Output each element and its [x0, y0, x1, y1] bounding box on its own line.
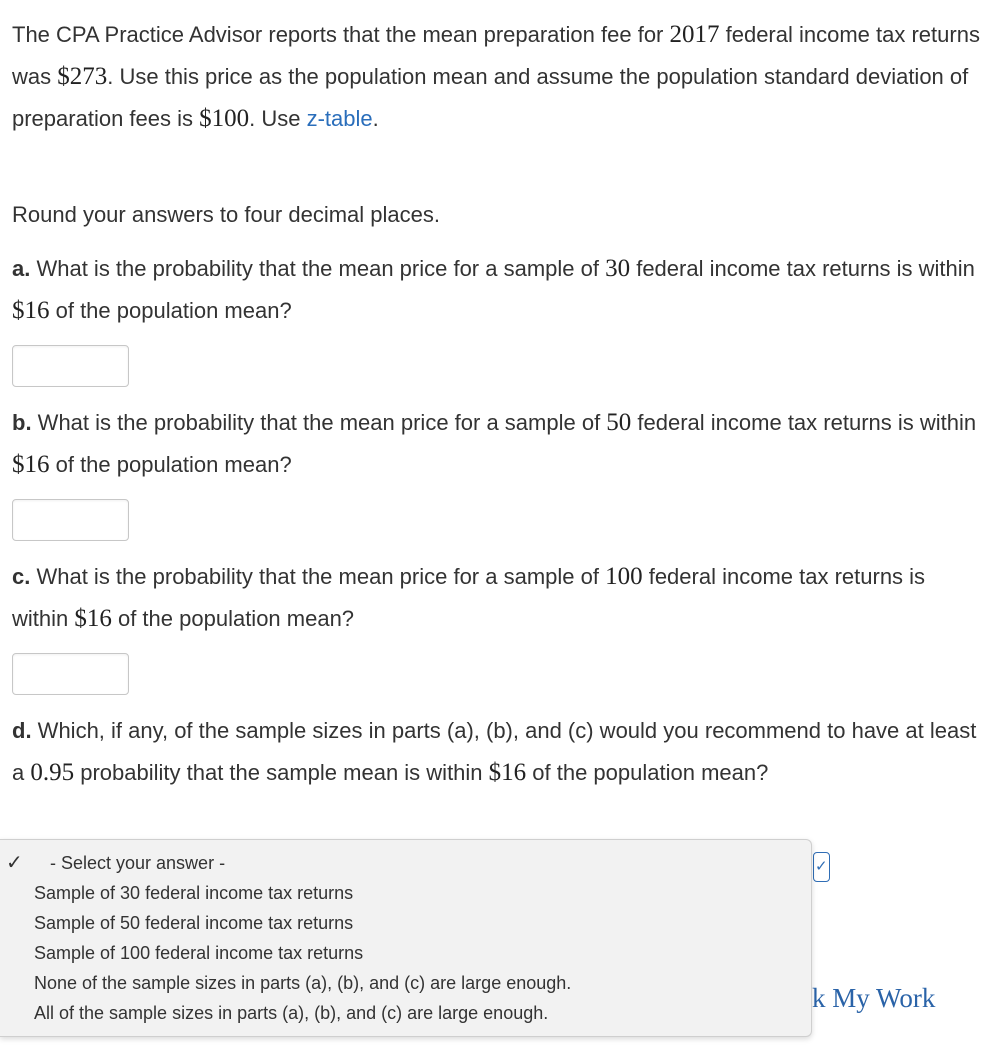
- part-c-text-3: of the population mean?: [111, 606, 355, 631]
- part-d-label: d.: [12, 718, 32, 743]
- part-d-text-2: probability that the sample mean is within: [74, 760, 489, 785]
- part-b-text-1: What is the probability that the mean price for a sample of: [31, 410, 607, 435]
- part-b-text-2: federal income tax returns is within: [631, 410, 977, 435]
- part-a-question: [12, 248, 984, 332]
- part-b-within: $16: [12, 451, 50, 478]
- intro-text-1: The CPA Practice Advisor reports that the mean preparation fee for: [12, 22, 670, 47]
- part-b-label: b.: [12, 410, 32, 435]
- part-a-text-1: What is the probability that the mean price for a sample of: [30, 256, 606, 281]
- part-c-question: [12, 556, 984, 640]
- part-a-text-3: of the population mean?: [49, 298, 292, 323]
- z-table-link[interactable]: z-table: [306, 106, 373, 131]
- round-note: Round your answers to four decimal places.: [12, 202, 440, 227]
- intro-text-4: . Use: [249, 106, 307, 131]
- dropdown-option-placeholder[interactable]: [6, 848, 226, 878]
- answer-dropdown-list[interactable]: [0, 839, 812, 1037]
- part-c-answer-input[interactable]: [12, 653, 129, 695]
- answer-select-toggle[interactable]: [813, 852, 830, 882]
- part-a-n: 30: [605, 255, 631, 282]
- intro-sd: $100: [199, 105, 250, 132]
- part-d-prob: 0.95: [30, 759, 75, 786]
- part-d-text-3: of the population mean?: [526, 760, 769, 785]
- part-b-question: [12, 402, 984, 486]
- part-d-within: $16: [488, 759, 527, 786]
- intro-text-3: . Use this price as the population mean and assume the population standard deviation of preparation fees is: [12, 64, 969, 131]
- part-a-label: a.: [12, 256, 31, 281]
- part-b-text-3: of the population mean?: [49, 452, 292, 477]
- dropdown-option-100[interactable]: Sample of 100 federal income tax returns: [34, 943, 364, 963]
- part-a-answer-input[interactable]: [12, 345, 129, 387]
- part-c-n: 100: [605, 563, 643, 590]
- part-c-within: $16: [74, 605, 112, 632]
- part-b-answer-input[interactable]: [12, 499, 129, 541]
- part-a-text-2: federal income tax returns is within: [630, 256, 975, 281]
- part-a-within: $16: [12, 297, 50, 324]
- check-my-work-button[interactable]: k My Work: [812, 983, 936, 1013]
- intro-text-5: .: [372, 106, 379, 131]
- intro-text-2: federal income tax returns was: [12, 22, 980, 89]
- intro-year: 2017: [669, 21, 720, 48]
- chevron-down-icon: ✓: [815, 858, 828, 875]
- dropdown-option-all[interactable]: All of the sample sizes in parts (a), (b), and (c) are large enough.: [34, 1003, 549, 1023]
- part-b-n: 50: [606, 409, 632, 436]
- intro-mean: $273: [57, 63, 108, 90]
- part-c-label: c.: [12, 564, 31, 589]
- part-c-text-2: federal income tax returns is within: [12, 564, 926, 631]
- part-d-question: [12, 710, 984, 794]
- checkmark-icon: ✓: [6, 852, 23, 874]
- dropdown-option-50[interactable]: Sample of 50 federal income tax returns: [34, 913, 354, 933]
- problem-intro: [12, 14, 984, 140]
- dropdown-option-none[interactable]: None of the sample sizes in parts (a), (b), and (c) are large enough.: [34, 973, 572, 993]
- dropdown-option-label: - Select your answer -: [50, 853, 226, 873]
- part-d-text-1: Which, if any, of the sample sizes in parts (a), (b), and (c) would you recommend to have at least a: [12, 718, 977, 785]
- dropdown-option-30[interactable]: Sample of 30 federal income tax returns: [34, 883, 354, 903]
- part-c-text-1: What is the probability that the mean price for a sample of: [30, 564, 606, 589]
